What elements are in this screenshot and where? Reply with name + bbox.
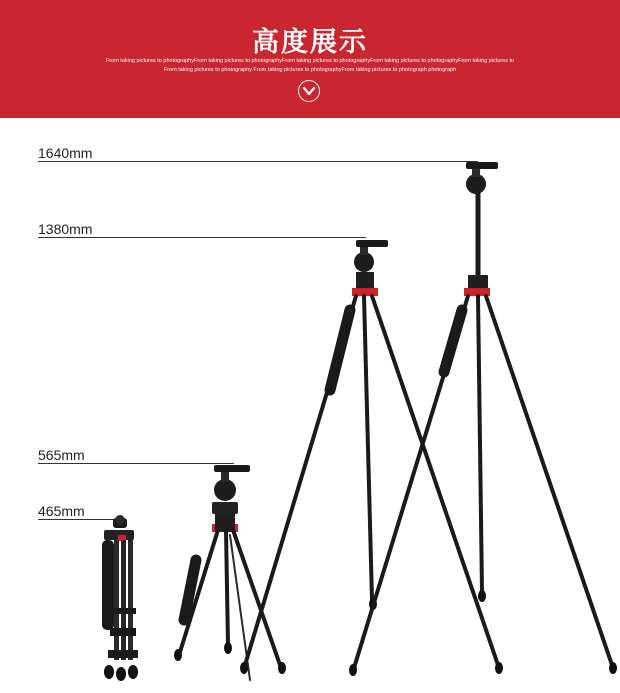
height-label-1640: 1640mm	[38, 145, 93, 161]
tripod-folded	[102, 515, 138, 681]
page-title: 高度展示	[252, 27, 368, 58]
height-label-1380: 1380mm	[38, 221, 93, 237]
height-label-565: 565mm	[38, 447, 85, 463]
tripod-1640	[349, 162, 617, 676]
height-label-465: 465mm	[38, 503, 85, 519]
banner-subtitle-line-2: From taking pictures to photography From taking pictures to photographyFrom taking pictures to photograph photograph	[163, 67, 457, 73]
tripod-565	[174, 465, 286, 680]
banner-subtitle-line-1: From taking pictures to photographyFrom taking pictures to photographyFrom taking pictures to photographyFrom taking pictures to photographyFrom taking pictures to	[105, 58, 515, 64]
